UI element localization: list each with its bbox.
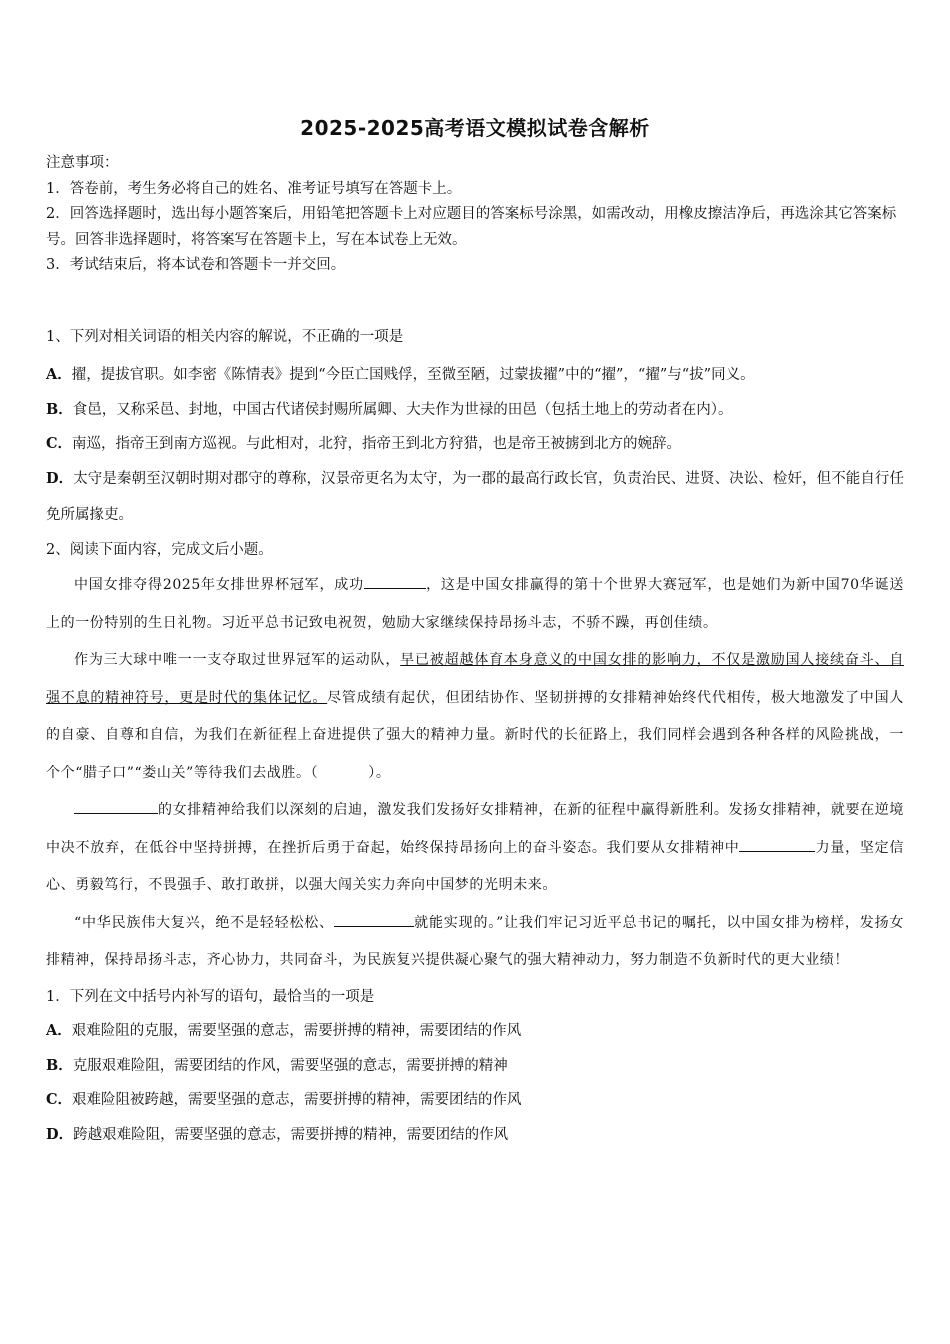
underlined-sentence: 早已被超越体育本身意义的中国女排的影响力，不仅是激励国人接续奋斗、自强不息的精神符号，更是时代的集体记忆。	[46, 652, 904, 706]
subquestion-1-option-d[interactable]	[46, 1118, 904, 1153]
passage-paragraph-4	[46, 905, 904, 980]
question-2-stem: 2、阅读下面内容，完成文后小题。	[46, 542, 273, 558]
subquestion-1-option-c[interactable]	[46, 1083, 904, 1118]
passage-text: 的女排精神给我们以深刻的启迪，激发我们发扬好女排精神，在新的征程中赢得新胜利。发扬女排精神，就要在逆境中决不放弃，在低谷中坚持拼搏，在挫折后勇于奋起，始终保持昂扬向上的奋斗姿态。我们要从女排精神中	[46, 802, 904, 856]
option-text: 擢，提拔官职。如李密《陈情表》提到“今臣亡国贱俘，至微至陋，过蒙拔擢”中的“擢”，“擢”与“拔”同义。	[71, 367, 755, 383]
subquestion-1-option-a[interactable]	[46, 1014, 904, 1049]
option-text: 食邑，又称采邑、封地，中国古代诸侯封赐所属卿、大夫作为世禄的田邑（包括土地上的劳动者在内）。	[72, 402, 733, 418]
option-label: A．	[46, 366, 72, 383]
option-label: A．	[46, 1022, 72, 1039]
option-label: B．	[46, 401, 73, 418]
passage-text: ，这是中国女排赢得的第十个世界大赛冠军，也是她们为新中国70华诞送上的一份特别的生日礼物。习近平总书记致电祝贺，勉励大家继续保持昂扬斗志，不骄不躁，再创佳绩。	[46, 577, 904, 631]
fill-blank[interactable]	[74, 799, 158, 814]
option-text: 克服艰难险阻，需要团结的作风，需要坚强的意志，需要拼搏的精神	[72, 1057, 508, 1074]
question-1-option-b[interactable]	[46, 393, 904, 427]
notice-section	[46, 151, 906, 279]
fill-blank[interactable]	[739, 837, 815, 852]
passage-paragraph-3	[46, 792, 904, 905]
notice-item: 1．答卷前，考生务必将自己的姓名、准考证号填写在答题卡上。	[46, 180, 462, 197]
option-text: 南巡，指帝王到南方巡视。与此相对，北狩，指帝王到北方狩猎，也是帝王被掳到北方的婉辞。	[72, 436, 682, 452]
question-1-option-a[interactable]	[46, 357, 904, 393]
option-label: D．	[46, 470, 74, 487]
fill-blank[interactable]	[364, 574, 426, 589]
notice-item: 3．考试结束后，将本试卷和答题卡一并交回。	[46, 257, 346, 273]
option-label: B．	[46, 1056, 73, 1074]
passage-text: 作为三大球中唯一一支夺取过世界冠军的运动队，	[74, 652, 401, 668]
passage-text: 力量，坚定信心、勇毅笃行，不畏强手、敢打敢拼，以强大闯关实力奔向中国梦的光明未来。	[46, 839, 904, 893]
passage-paragraph-1	[46, 567, 904, 642]
option-text: 跨越艰难险阻，需要坚强的意志，需要拼搏的精神，需要团结的作风	[73, 1126, 509, 1143]
option-text: 艰难险阻被跨越，需要坚强的意志，需要拼搏的精神，需要团结的作风	[72, 1092, 522, 1108]
passage-text: 尽管成绩有起伏，但团结协作、坚韧拼搏的女排精神始终代代相传，极大地激发了中国人的自豪、自尊和自信，为我们在新征程上奋进提供了强大的精神力量。新时代的长征路上，我们同样会遇到各种各样的风险挑战，一个个“腊子口”“娄山关”等待我们去战胜。（	[46, 689, 904, 781]
subquestion-1-stem: 1．下列在文中括号内补写的语句，最恰当的一项是	[46, 988, 375, 1005]
option-label: C．	[46, 435, 73, 452]
page-title: 2025-2025高考语文模拟试卷含解析	[300, 116, 650, 140]
question-1-option-d[interactable]	[46, 461, 904, 533]
notice-heading: 注意事项：	[46, 155, 119, 171]
question-1-option-c[interactable]	[46, 427, 904, 461]
passage-text: ）。	[368, 764, 391, 781]
fill-blank[interactable]	[334, 912, 414, 927]
option-text: 艰难险阻的克服，需要坚强的意志，需要拼搏的精神，需要团结的作风	[71, 1023, 522, 1039]
questions-section	[46, 323, 904, 1152]
option-label: D．	[46, 1125, 74, 1143]
passage-text: 中国女排夺得2025年女排世界杯冠军，成功	[74, 577, 364, 593]
passage-text: 就能实现的。”让我们牢记习近平总书记的嘱托，以中国女排为榜样，发扬女排精神，保持昂扬斗志，齐心协力，共同奋斗，为民族复兴提供凝心聚气的强大精神动力，努力制造不负新时代的更大业绩！	[46, 914, 904, 968]
option-label: C．	[46, 1091, 73, 1108]
option-text: 太守是秦朝至汉朝时期对郡守的尊称，汉景帝更名为太守，为一郡的最高行政长官，负责治民、进贤、决讼、检奸，但不能自行任免所属掾吏。	[46, 471, 904, 523]
notice-item: 2．回答选择题时，选出每小题答案后，用铅笔把答题卡上对应题目的答案标号涂黑，如需改动，用橡皮擦洁净后，再选涂其它答案标号。回答非选择题时，将答案写在答题卡上，写在本试卷上无效。	[46, 206, 897, 248]
question-1-stem: 1、下列对相关词语的相关内容的解说，不正确的一项是	[46, 329, 404, 345]
passage-text: “中华民族伟大复兴，绝不是轻轻松松、	[74, 914, 334, 931]
passage-paragraph-2	[46, 642, 904, 792]
subquestion-1-option-b[interactable]	[46, 1049, 904, 1084]
